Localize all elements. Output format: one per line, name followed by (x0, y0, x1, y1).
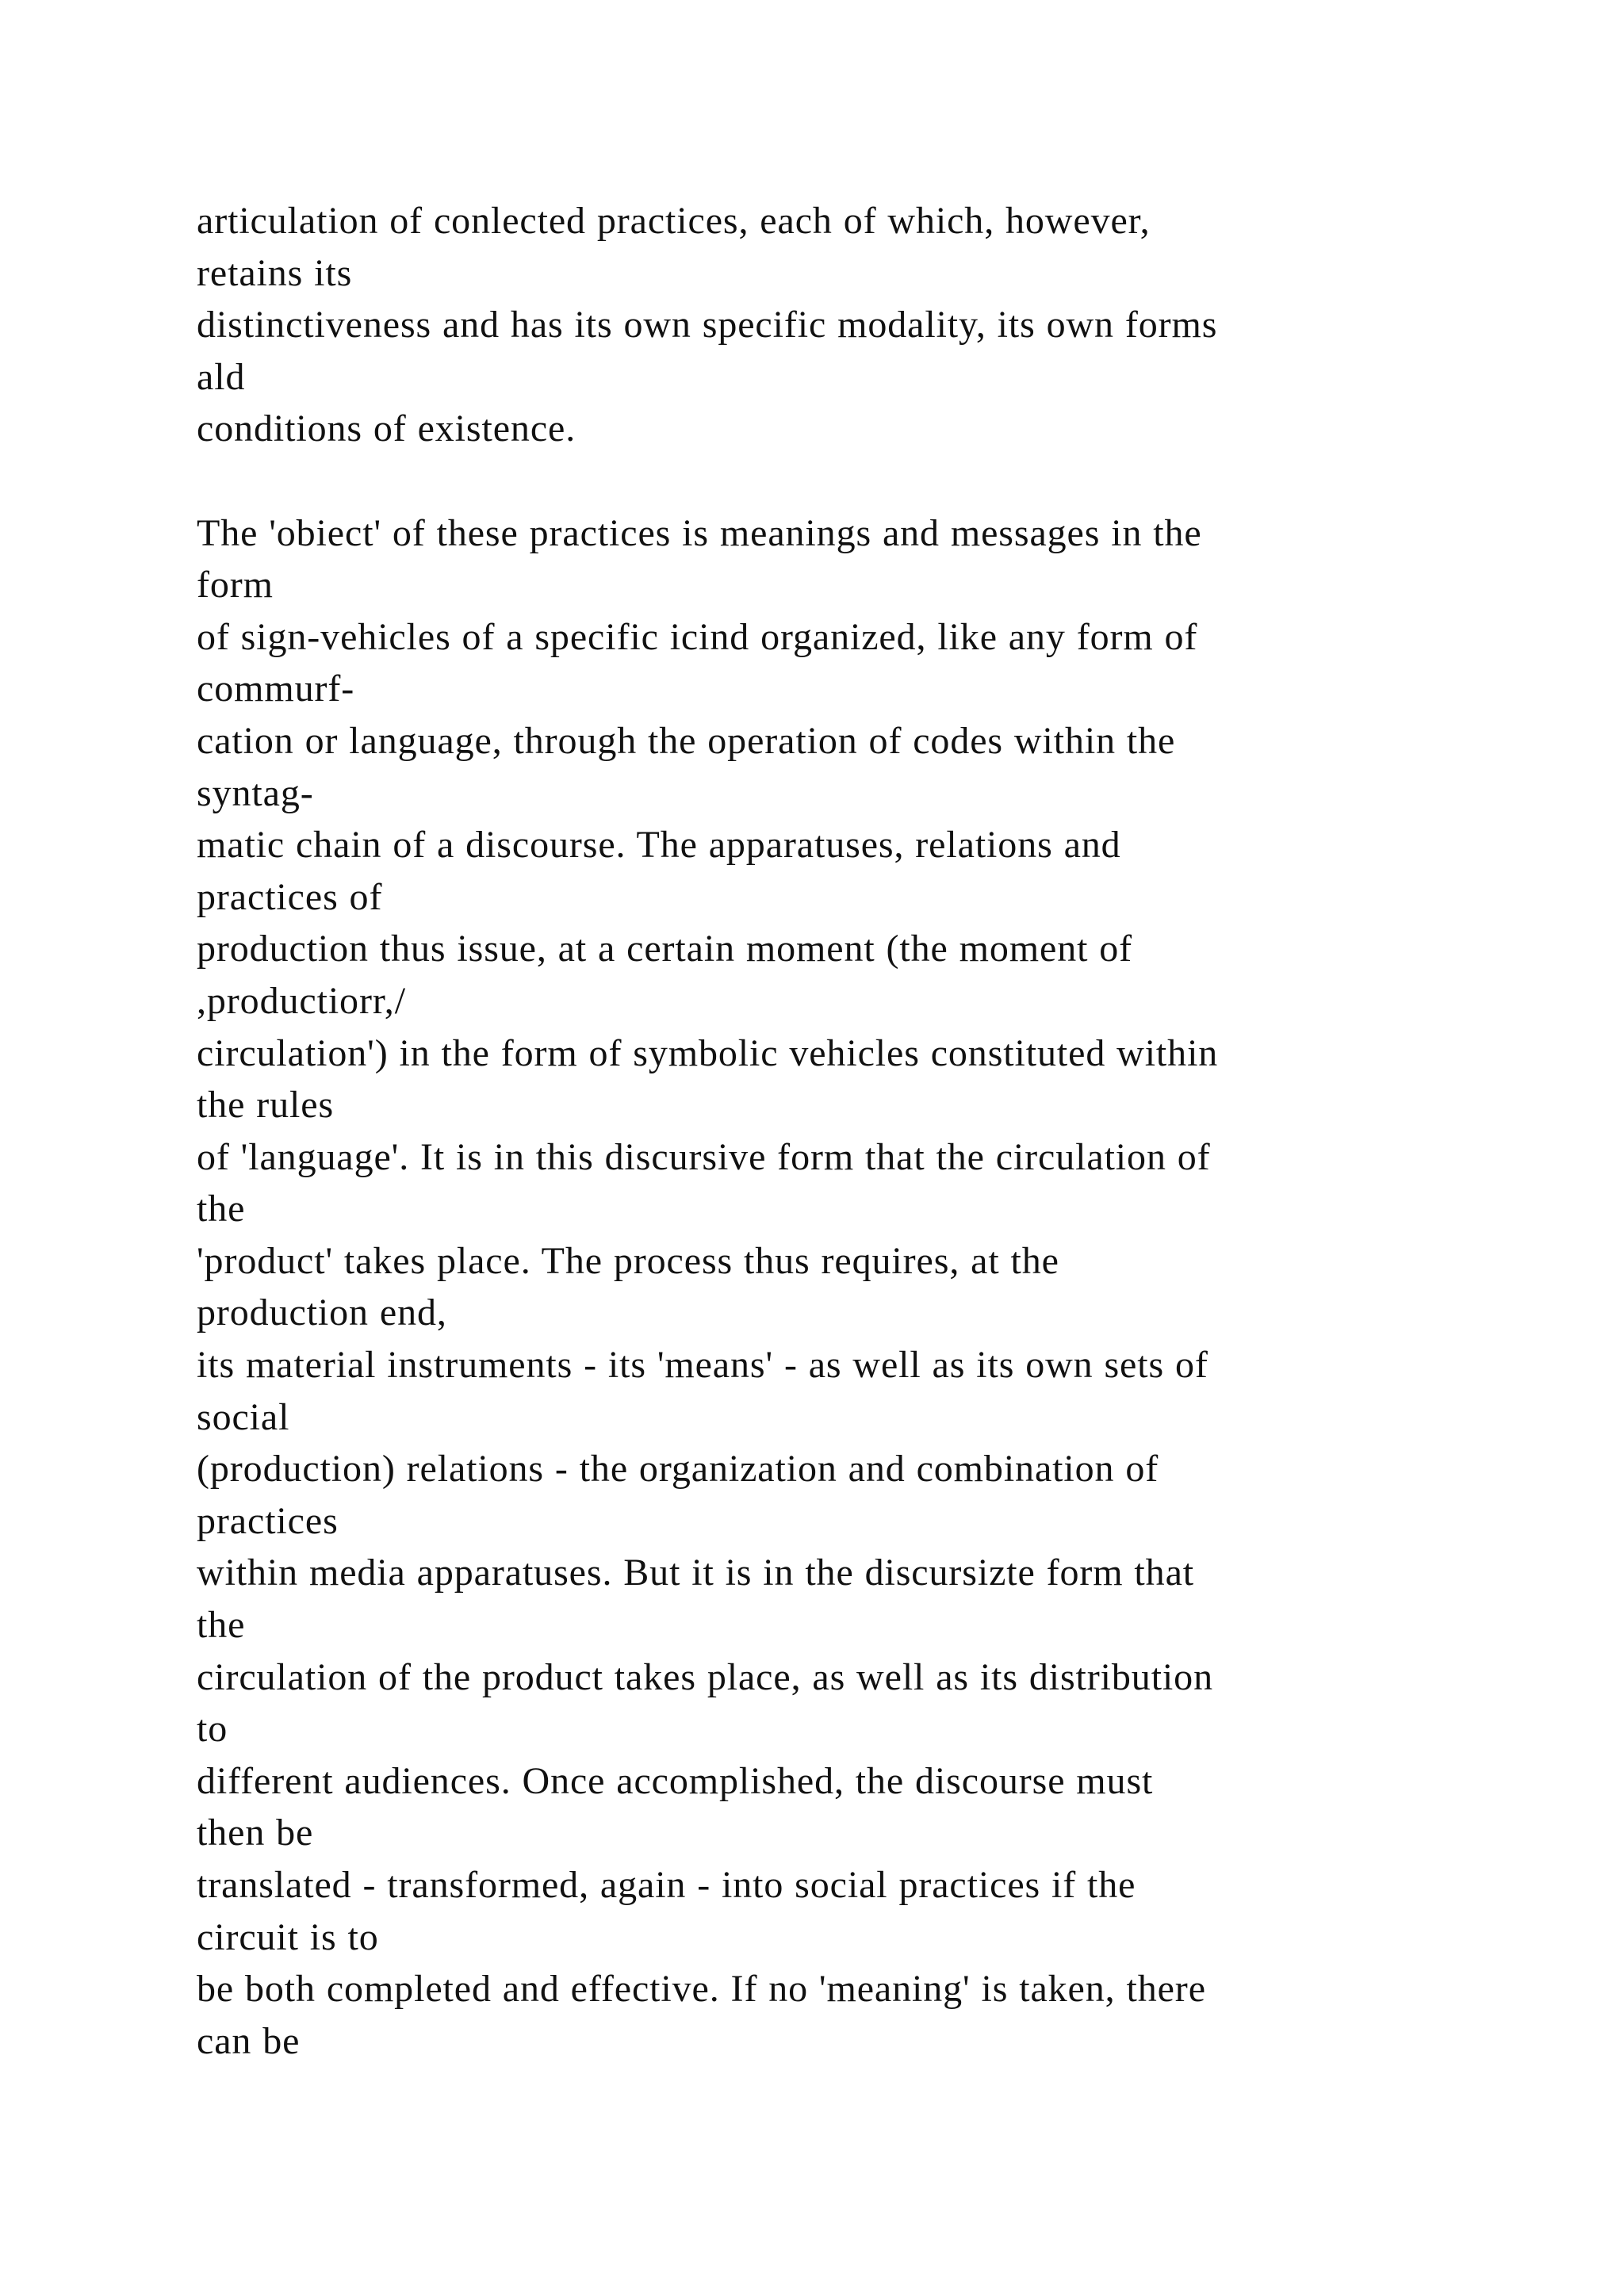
paragraph-2 (197, 507, 1545, 2068)
text-line: matic chain of a discourse. The apparatuses, relations and (197, 824, 1121, 867)
text-line: can be (197, 2019, 301, 2062)
paragraph-gap (197, 455, 1545, 507)
text-line: the (197, 1604, 246, 1647)
text-line: form (197, 564, 274, 607)
text-line: articulation of conlected practices, each of which, however, (197, 200, 1151, 242)
paragraph-1 (197, 195, 1545, 455)
text-line: ald (197, 355, 246, 398)
text-line: commurf- (197, 668, 355, 710)
text-line: then be (197, 1812, 314, 1854)
text-line: distinctiveness and has its own specific modality, its own forms (197, 304, 1218, 346)
text-line: cation or language, through the operation of codes within the (197, 719, 1176, 762)
text-line: conditions of existence. (197, 408, 576, 450)
text-line: circulation of the product takes place, as well as its distribution (197, 1655, 1213, 1698)
text-line: production end, (197, 1292, 447, 1334)
text-line: practices of (197, 875, 383, 918)
body-text (197, 195, 1545, 2067)
text-line: circuit is to (197, 1915, 379, 1958)
text-line: of 'language'. It is in this discursive form that the circulation of (197, 1135, 1211, 1178)
text-line: the rules (197, 1084, 335, 1127)
text-line: translated - transformed, again - into social practices if the (197, 1864, 1136, 1906)
text-line: of sign-vehicles of a specific icind organized, like any form of (197, 615, 1198, 658)
text-line: the (197, 1188, 246, 1230)
text-line: different audiences. Once accomplished, the discourse must (197, 1759, 1154, 1802)
text-line: The 'obiect' of these practices is meanings and messages in the (197, 511, 1202, 554)
text-line: within media apparatuses. But it is in the discursizte form that (197, 1552, 1195, 1594)
text-line: be both completed and effective. If no 'meaning' is taken, there (197, 1968, 1206, 2011)
text-line: production thus issue, at a certain moment (the moment of (197, 928, 1133, 970)
text-line: (production) relations - the organization and combination of (197, 1448, 1159, 1490)
text-line: its material instruments - its 'means' - as well as its own sets of (197, 1344, 1208, 1387)
text-line: retains its (197, 251, 353, 294)
text-line: ,productiorr,/ (197, 979, 406, 1022)
text-line: circulation') in the form of symbolic vehicles constituted within (197, 1031, 1219, 1074)
text-line: social (197, 1395, 290, 1438)
text-line: syntag- (197, 771, 314, 814)
text-line: to (197, 1708, 228, 1751)
text-line: 'product' takes place. The process thus requires, at the (197, 1239, 1059, 1282)
text-line: practices (197, 1499, 339, 1542)
